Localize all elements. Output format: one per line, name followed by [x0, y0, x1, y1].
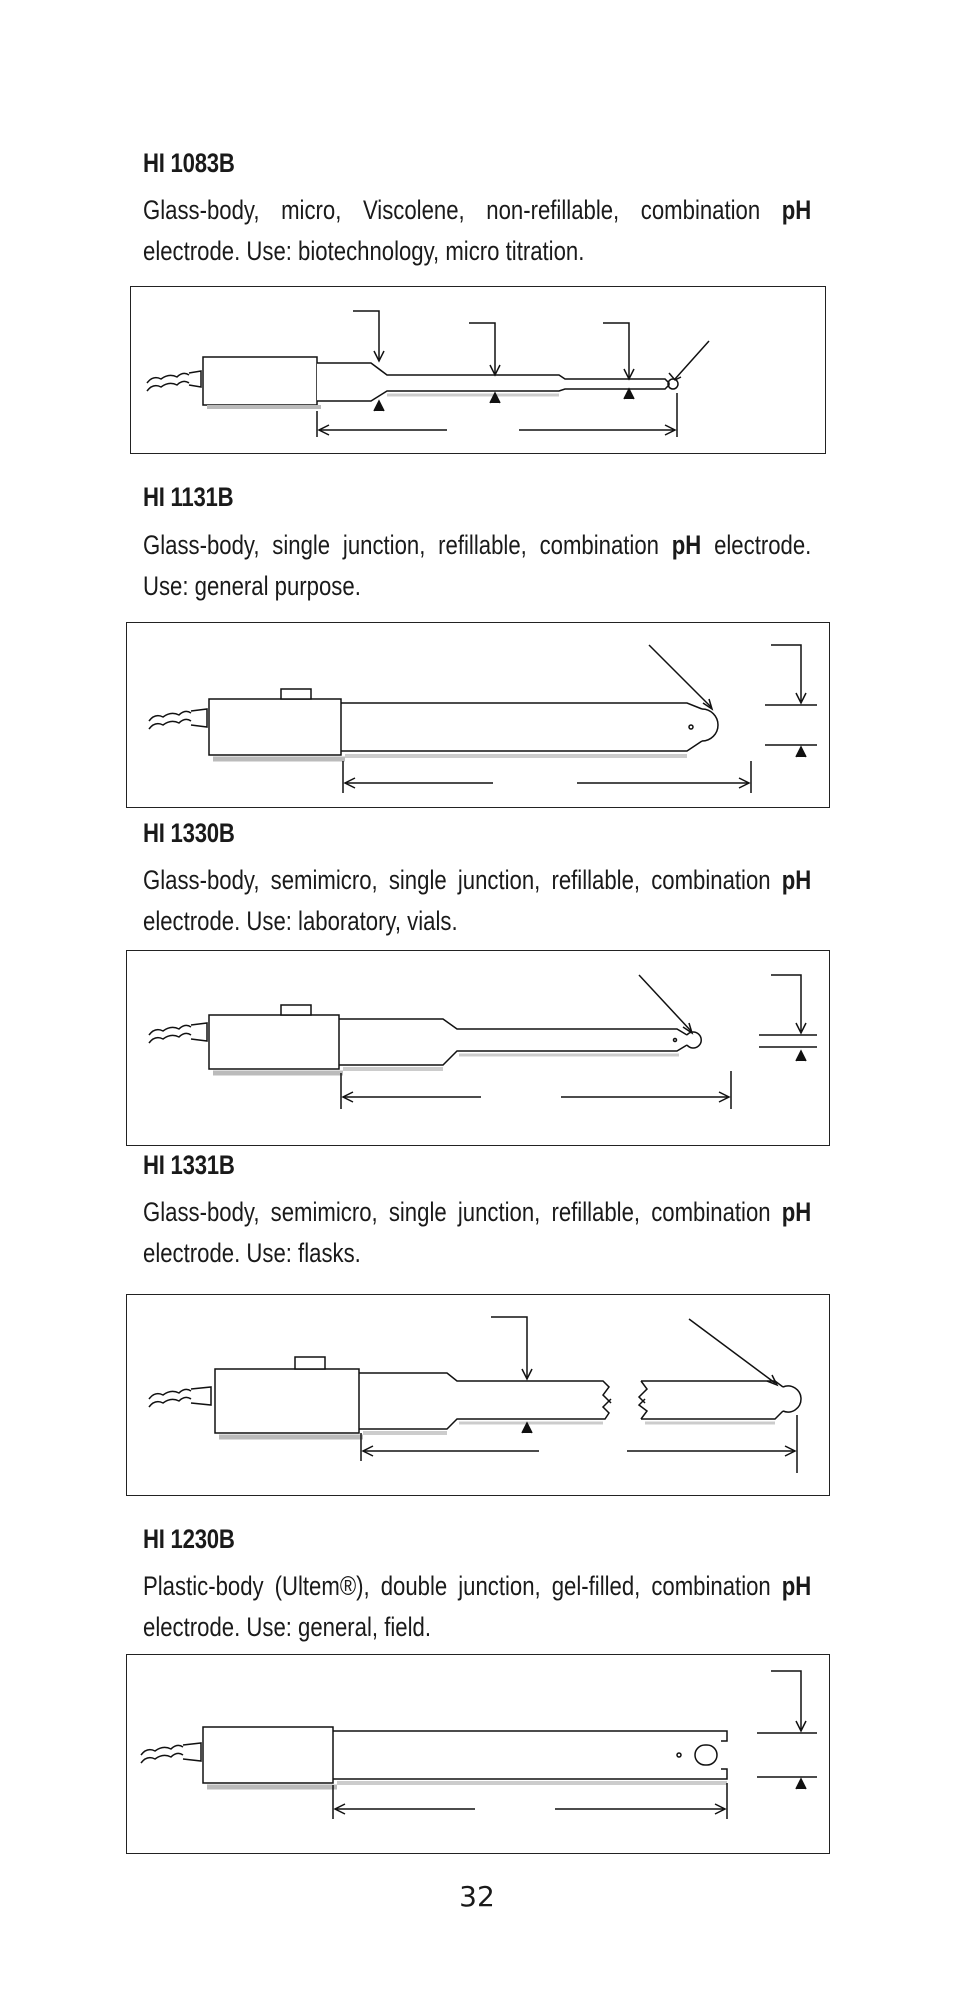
entry-description-hi1083b: Glass-body, micro, Viscolene, non-refillable, combination pH electrode. Use: biotechnology, micro titration.	[143, 195, 812, 266]
electrode-diagram-hi1331b	[126, 1294, 830, 1496]
entry-title-hi1330b: HI 1330B	[143, 818, 235, 848]
electrode-diagram-hi1230b	[126, 1654, 830, 1854]
entry-description-hi1131b: Glass-body, single junction, refillable, combination pH electrode. Use: general purpose.	[143, 530, 812, 601]
entry-description-hi1230b: Plastic-body (Ultem®), double junction, gel-filled, combination pH electrode. Use: general, field.	[143, 1571, 812, 1642]
electrode-diagram-hi1330b	[126, 950, 830, 1146]
entry-description-hi1331b: Glass-body, semimicro, single junction, refillable, combination pH electrode. Use: flasks.	[143, 1197, 812, 1268]
page-number: 32	[459, 1880, 495, 1913]
entry-title-hi1131b: HI 1131B	[143, 482, 234, 512]
entry-title-hi1331b: HI 1331B	[143, 1150, 235, 1180]
entry-title-hi1230b: HI 1230B	[143, 1524, 235, 1554]
electrode-diagram-hi1083b	[130, 286, 826, 454]
entry-description-hi1330b: Glass-body, semimicro, single junction, refillable, combination pH electrode. Use: laboratory, vials.	[143, 865, 812, 936]
electrode-diagram-hi1131b	[126, 622, 830, 808]
entry-title-hi1083b: HI 1083B	[143, 148, 235, 178]
